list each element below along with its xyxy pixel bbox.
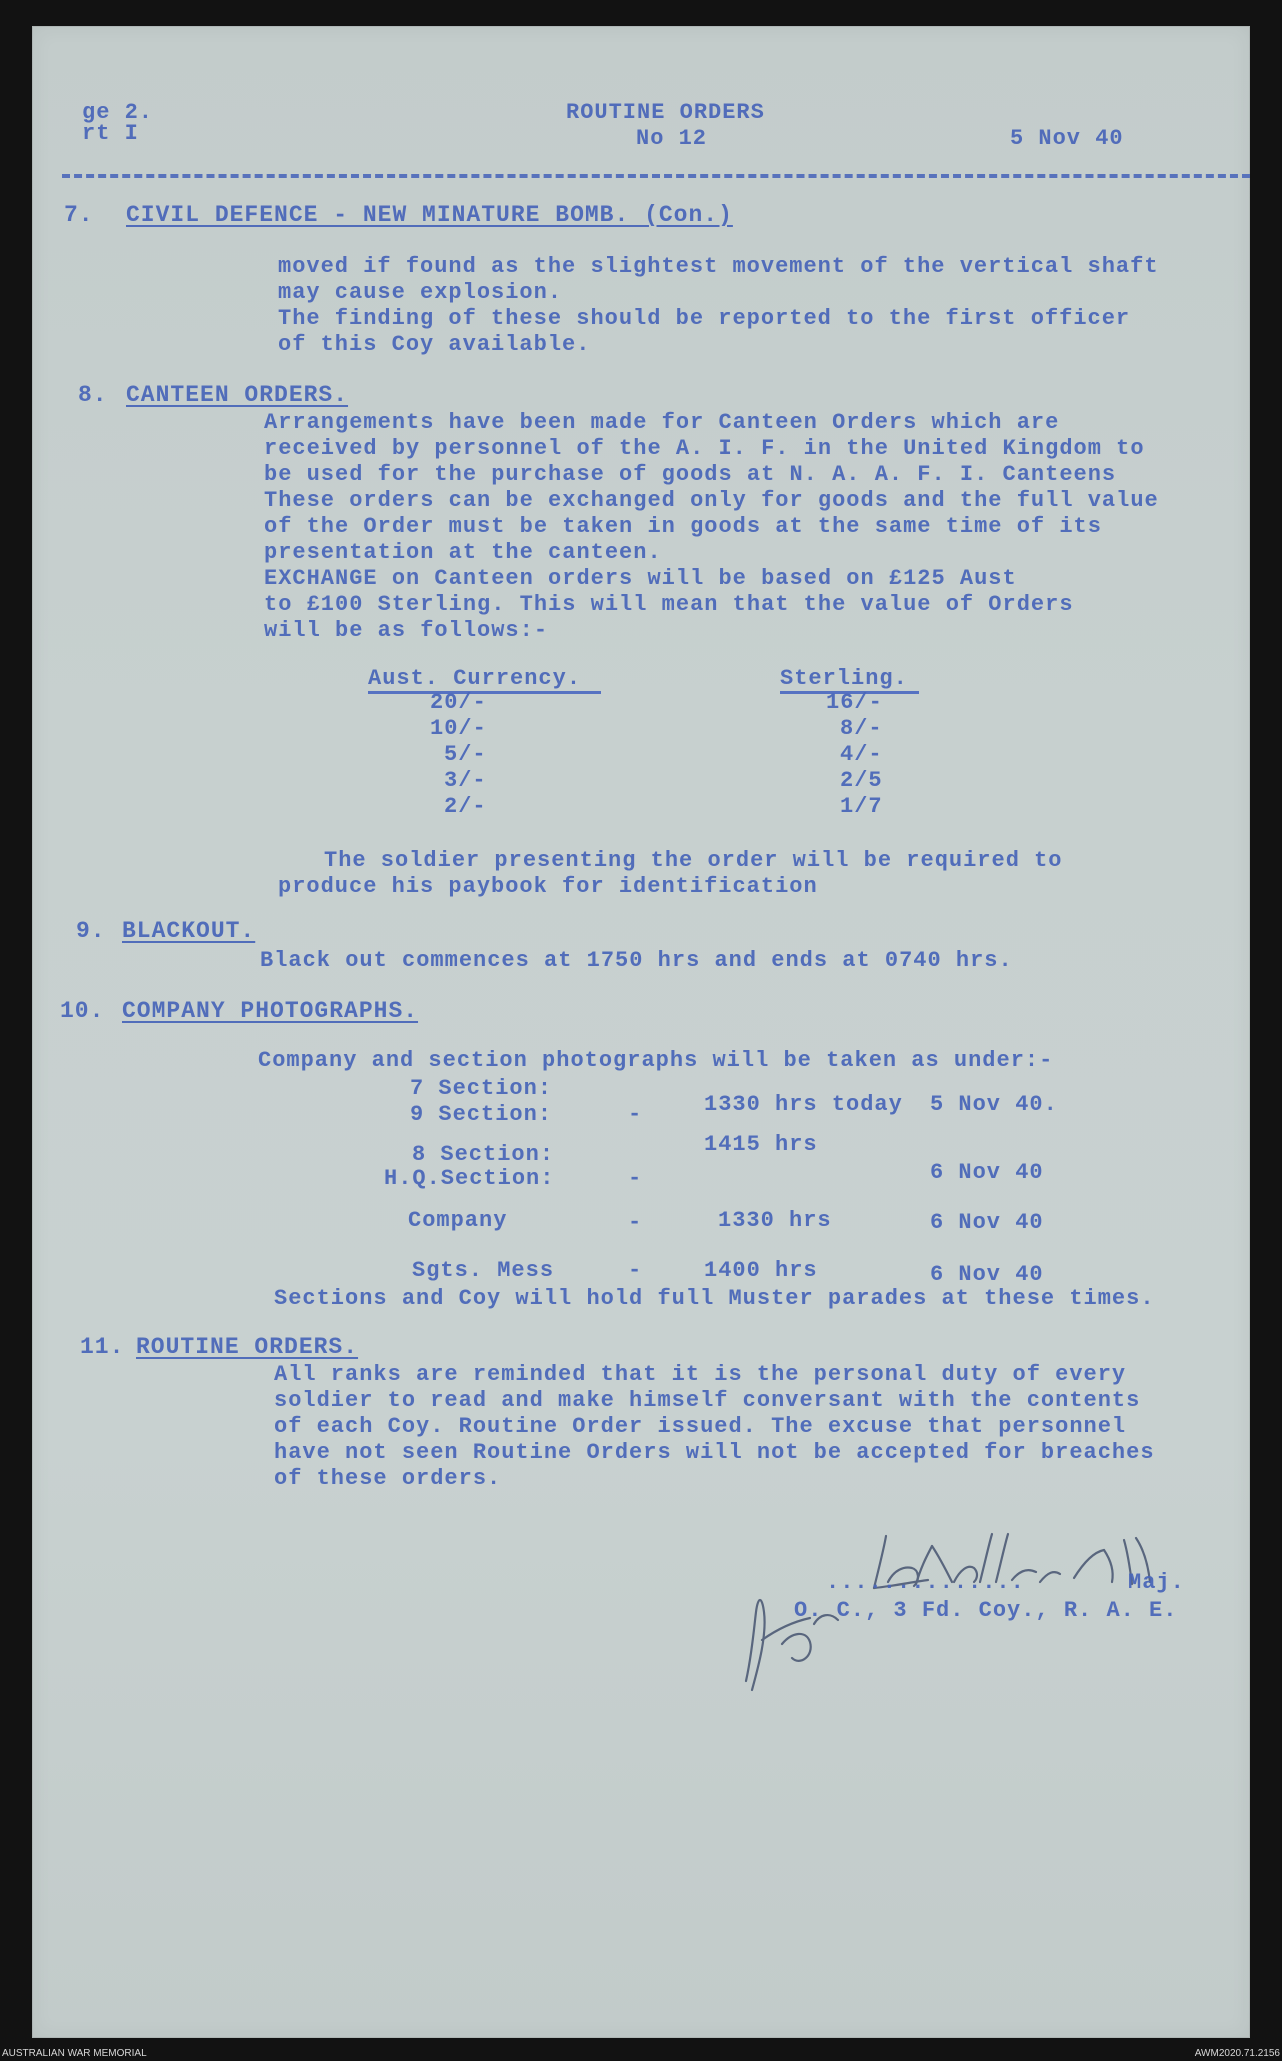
section-9-number: 9. [76, 918, 106, 944]
signature-dots: .............. [826, 1570, 1025, 1595]
section-8-number: 8. [78, 382, 108, 408]
photo-row-6-label: Sgts. Mess [412, 1258, 555, 1283]
aust-value-1: 20/- [430, 690, 487, 715]
photo-row-2-date: 5 Nov 40. [930, 1092, 1058, 1117]
archive-footer-right: AWM2020.71.2156 [1194, 2048, 1280, 2059]
photo-row-4-date: 6 Nov 40 [930, 1160, 1044, 1185]
section-7-line-1: moved if found as the slightest movement of the vertical shaft [278, 254, 1159, 279]
section-8-closing-1: The soldier presenting the order will be required to [324, 848, 1063, 873]
section-10-number: 10. [60, 998, 105, 1024]
section-8-line-1: Arrangements have been made for Canteen Orders which are [264, 410, 1060, 435]
section-7-line-3: The finding of these should be reported to the first officer [278, 306, 1131, 331]
photo-row-6-date: 6 Nov 40 [930, 1262, 1044, 1287]
sterling-value-5: 1/7 [840, 794, 883, 819]
photo-row-6-time: 1400 hrs [704, 1258, 818, 1283]
order-number: No 12 [636, 126, 708, 151]
photo-row-5-time: 1330 hrs [718, 1208, 832, 1233]
photo-row-3-label: 8 Section: [412, 1142, 555, 1167]
section-7-line-4: of this Coy available. [278, 332, 591, 357]
photo-row-4-label: H.Q.Section: [384, 1166, 555, 1191]
section-7-line-2: may cause explosion. [278, 280, 563, 305]
sterling-value-4: 2/5 [840, 768, 883, 793]
sterling-value-2: 8/- [840, 716, 883, 741]
photo-row-3-time: 1415 hrs [704, 1132, 818, 1157]
aust-value-5: 2/- [444, 794, 487, 819]
section-8-line-5: of the Order must be taken in goods at the same time of its [264, 514, 1102, 539]
section-8-line-7: EXCHANGE on Canteen orders will be based on £125 Aust [264, 566, 1017, 591]
header-rule [62, 174, 1250, 178]
photo-row-2-label: 9 Section: [410, 1102, 553, 1127]
table-header-sterling: Sterling. [780, 666, 908, 691]
section-8-closing-2: produce his paybook for identification [278, 874, 818, 899]
section-8-line-4: These orders can be exchanged only for goods and the full value [264, 488, 1159, 513]
sterling-value-1: 16/- [826, 690, 883, 715]
section-11-line-2: soldier to read and make himself conversant with the contents [274, 1388, 1141, 1413]
section-8-heading: CANTEEN ORDERS. [126, 382, 349, 408]
section-9-heading: BLACKOUT. [122, 918, 256, 944]
page-reference-line-1: ge 2. [82, 100, 154, 125]
section-11-line-4: have not seen Routine Orders will not be accepted for breaches [274, 1440, 1155, 1465]
page-reference-line-2: rt I [82, 121, 139, 146]
photo-row-2-dash: - [628, 1102, 643, 1127]
section-8-line-8: to £100 Sterling. This will mean that the value of Orders [264, 592, 1074, 617]
section-7-heading: CIVIL DEFENCE - NEW MINATURE BOMB. (Con.) [126, 202, 733, 228]
table-header-aust-currency: Aust. Currency. [368, 666, 582, 691]
section-9-line: Black out commences at 1750 hrs and ends at 0740 hrs. [260, 948, 1013, 973]
photo-row-2-time: 1330 hrs today [704, 1092, 903, 1117]
section-11-number: 11. [80, 1334, 125, 1360]
signature-block: O. C., 3 Fd. Coy., R. A. E. [794, 1598, 1178, 1623]
aust-value-2: 10/- [430, 716, 487, 741]
section-10-closing: Sections and Coy will hold full Muster parades at these times. [274, 1286, 1155, 1311]
photo-row-1-label: 7 Section: [410, 1076, 553, 1101]
archive-footer-left: AUSTRALIAN WAR MEMORIAL [2, 2048, 147, 2059]
signature-rank: Maj. [1128, 1570, 1185, 1595]
order-date: 5 Nov 40 [1010, 126, 1124, 151]
photo-row-5-label: Company [408, 1208, 508, 1233]
section-8-line-9: will be as follows:- [264, 618, 549, 643]
photo-row-5-date: 6 Nov 40 [930, 1210, 1044, 1235]
document-title: ROUTINE ORDERS [566, 100, 765, 125]
section-10-intro: Company and section photographs will be taken as under:- [258, 1048, 1054, 1073]
section-7-number: 7. [64, 202, 94, 228]
section-11-line-3: of each Coy. Routine Order issued. The excuse that personnel [274, 1414, 1127, 1439]
photo-row-4-dash: - [628, 1166, 643, 1191]
section-8-line-2: received by personnel of the A. I. F. in the United Kingdom to [264, 436, 1145, 461]
section-11-heading: ROUTINE ORDERS. [136, 1334, 359, 1360]
photo-row-6-dash: - [628, 1258, 643, 1283]
section-11-line-5: of these orders. [274, 1466, 502, 1491]
aust-value-4: 3/- [444, 768, 487, 793]
section-11-line-1: All ranks are reminded that it is the personal duty of every [274, 1362, 1127, 1387]
section-8-line-6: presentation at the canteen. [264, 540, 662, 565]
section-8-line-3: be used for the purchase of goods at N. A. A. F. I. Canteens [264, 462, 1117, 487]
sterling-value-3: 4/- [840, 742, 883, 767]
section-10-heading: COMPANY PHOTOGRAPHS. [122, 998, 419, 1024]
photo-row-5-dash: - [628, 1210, 643, 1235]
aust-value-3: 5/- [444, 742, 487, 767]
